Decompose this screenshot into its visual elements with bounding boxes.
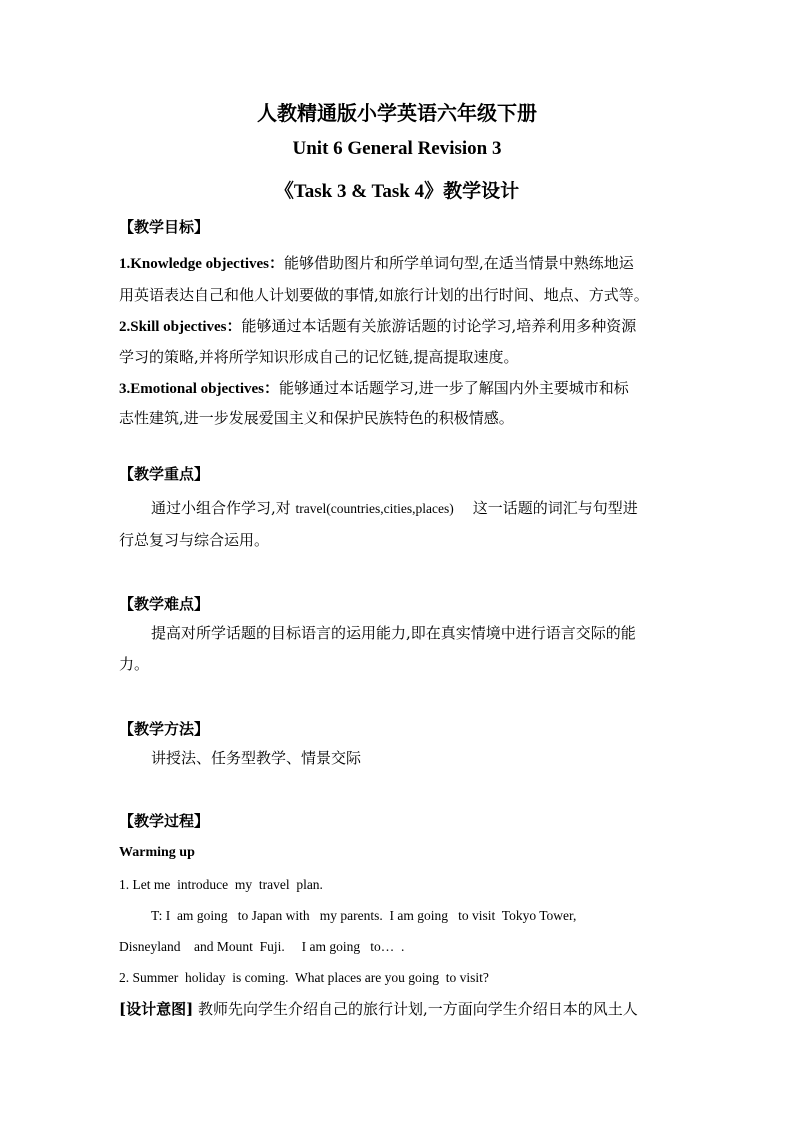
difficulties-line-2: 力。 [119,655,150,673]
emotional-objective-label: 3.Emotional objectives： [119,381,279,397]
knowledge-objective-text-1: 能够借助图片和所学单词句型,在适当情景中熟练地运 [283,254,634,272]
skill-objective-text-2: 学习的策略,并将所学知识形成自己的记忆链,提高提取速度。 [119,348,519,366]
design-intent-line [119,999,679,1019]
knowledge-objective-label: 1.Knowledge objectives： [119,256,284,272]
key-points-line-1 [151,498,711,519]
methods-text: 讲授法、任务型教学、情景交际 [151,749,362,767]
section-heading-key-points: 【教学重点】 [119,465,210,483]
teacher-line-1: T: I am going to Japan with my parents. I am going to visit Tokyo Tower, [151,908,577,923]
lesson-title: 《Task 3 & Task 4》教学设计 [274,181,520,202]
warming-up-label: Warming up [119,845,195,860]
document-title: 人教精通版小学英语六年级下册 [257,101,537,125]
design-intent-label: [设计意图] [119,1000,194,1018]
section-heading-methods: 【教学方法】 [119,720,210,738]
knowledge-objective-line-1 [119,253,679,274]
process-item-2: 2. Summer holiday is coming. What places are you going to visit? [119,970,489,985]
unit-title: Unit 6 General Revision 3 [292,138,502,159]
section-heading-objectives: 【教学目标】 [119,218,210,236]
key-points-text-1a: 通过小组合作学习,对 [151,499,296,517]
skill-objective-label: 2.Skill objectives： [119,319,242,335]
emotional-objective-line-1 [119,378,679,399]
section-heading-process: 【教学过程】 [119,812,210,830]
difficulties-line-1: 提高对所学话题的目标语言的运用能力,即在真实情境中进行语言交际的能 [151,624,636,642]
process-item-1: 1. Let me introduce my travel plan. [119,877,323,892]
teacher-line-2: Disneyland and Mount Fuji. I am going to… . [119,939,405,954]
emotional-objective-text-1: 能够通过本话题学习,进一步了解国内外主要城市和标 [278,379,629,397]
section-heading-difficulties: 【教学难点】 [119,595,210,613]
knowledge-objective-text-2: 用英语表达自己和他人计划要做的事情,如旅行计划的出行时间、地点、方式等。 [119,286,649,304]
skill-objective-text-1: 能够通过本话题有关旅游话题的讨论学习,培养利用多种资源 [241,317,637,335]
design-intent-text: 教师先向学生介绍自己的旅行计划,一方面向学生介绍日本的风土人 [193,1000,638,1018]
skill-objective-line-1 [119,316,679,337]
key-points-line-2: 行总复习与综合运用。 [119,531,270,549]
key-points-text-1c: 这一话题的词汇与句型进 [453,499,638,517]
key-points-topic: travel(countries,cities,places) [295,501,454,516]
emotional-objective-text-2: 志性建筑,进一步发展爱国主义和保护民族特色的积极情感。 [119,409,514,427]
